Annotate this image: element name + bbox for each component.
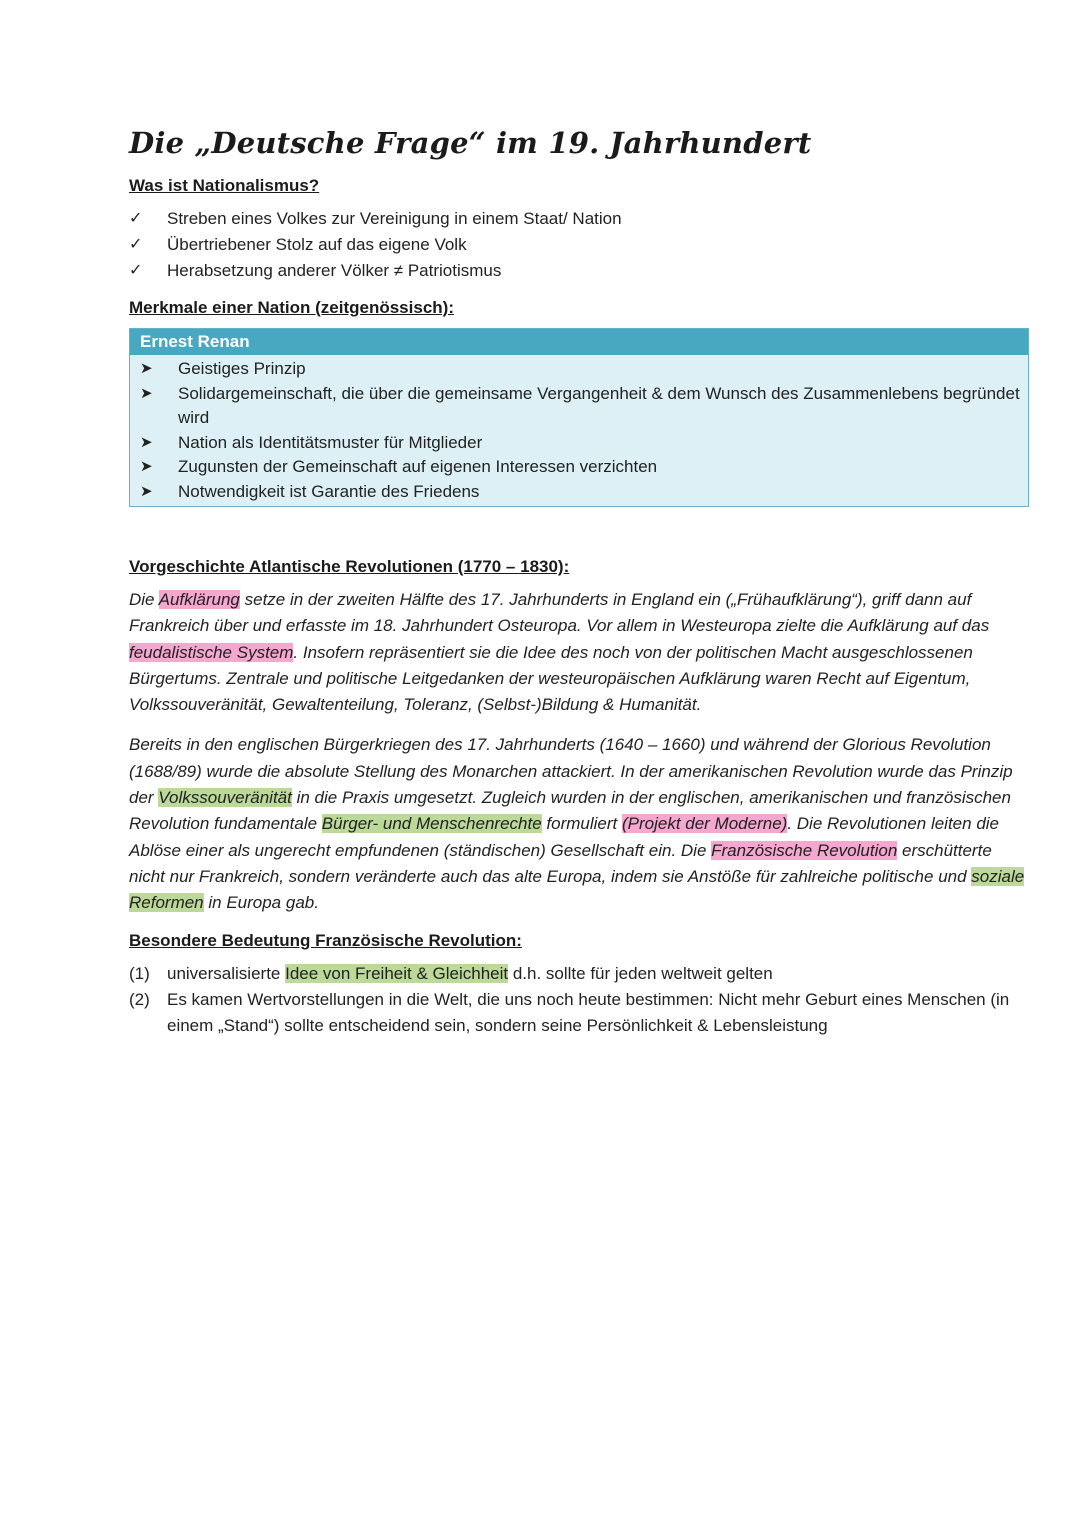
- french-revolution-heading: Besondere Bedeutung Französische Revolution:: [129, 930, 522, 950]
- list-item-text: Übertriebener Stolz auf das eigene Volk: [167, 235, 467, 254]
- list-item: [130, 431, 1028, 456]
- text-span: formuliert: [541, 814, 622, 834]
- highlight-projekt-moderne: (Projekt der Moderne): [621, 814, 788, 834]
- list-item: [129, 232, 1029, 258]
- list-item: [130, 455, 1028, 480]
- highlight-menschenrechte: Bürger- und Menschenrechte: [321, 814, 542, 834]
- highlight-franzoesische-revolution: Französische Revolution: [711, 840, 898, 860]
- list-item-text: Nation als Identitätsmuster für Mitglieder: [178, 432, 483, 452]
- list-number: (2): [129, 989, 150, 1009]
- text-span: in die Praxis umgesetzt. Zugleich wurden in der englischen, amerikanischen und französischen Revolution fundamentale: [129, 788, 1011, 834]
- text-span: erschütterte nicht nur Frankreich, sondern veränderte auch das alte Europa, indem sie Anstöße für zahlreiche politische und: [129, 840, 992, 886]
- list-item: [129, 258, 1029, 284]
- list-item: [129, 206, 1029, 232]
- list-item: [129, 961, 1029, 987]
- text-span: setze in der zweiten Hälfte des 17. Jahrhunderts in England ein („Frühaufklärung“), griff dann auf Frankreich über und erfasste im 18. Jahrhundert Osteuropa. Vor allem in Westeuropa zielte die Aufklärung auf das: [129, 590, 990, 636]
- text-span: universalisierte: [167, 963, 286, 983]
- arrow-bullet-icon: ➤: [140, 433, 153, 451]
- list-item: [129, 987, 1029, 1040]
- history-paragraph-2: [129, 732, 1029, 916]
- document-page: [129, 126, 1029, 1039]
- history-paragraph-1: [129, 587, 1029, 718]
- arrow-bullet-icon: ➤: [140, 482, 153, 500]
- list-item: [130, 480, 1028, 505]
- french-revolution-list: [129, 961, 1029, 1040]
- checkmark-icon: ✓: [129, 210, 143, 227]
- renan-box: [129, 328, 1029, 507]
- list-item-text: Es kamen Wertvorstellungen in die Welt, die uns noch heute bestimmen: Nicht mehr Geburt eines Menschen (in einem „Stand“) sollte entscheidend sein, sondern seine Persönlichkeit & Lebensleistung: [167, 989, 1010, 1036]
- list-item-text: Zugunsten der Gemeinschaft auf eigenen Interessen verzichten: [178, 457, 658, 476]
- list-item-text: [167, 961, 773, 987]
- nation-heading: Merkmale einer Nation (zeitgenössisch):: [129, 298, 454, 317]
- list-item: [130, 357, 1028, 382]
- list-item-text: Solidargemeinschaft, die über die gemeinsame Vergangenheit & dem Wunsch des Zusammenlebens begründet wird: [178, 383, 1020, 427]
- renan-list: [130, 355, 1028, 506]
- renan-box-title: Ernest Renan: [130, 329, 1028, 355]
- arrow-bullet-icon: ➤: [140, 458, 153, 475]
- text-span: in Europa gab.: [203, 893, 319, 913]
- arrow-bullet-icon: ➤: [140, 360, 153, 377]
- highlight-aufklaerung: Aufklärung: [158, 590, 240, 609]
- text-span: Bereits in den englischen Bürgerkriegen des 17. Jahrhunderts (1640 – 1660) und während der Glorious Revolution (1688/89) wurde die absolute Stellung des Monarchen attackiert. In der amerikanischen Revolution wurde das Prinzip der: [129, 735, 1013, 808]
- list-item-text: Streben eines Volkes zur Vereinigung in einem Staat/ Nation: [167, 209, 622, 228]
- nationalism-heading: Was ist Nationalismus?: [129, 176, 320, 195]
- list-number: (1): [129, 963, 150, 983]
- list-item-text: Herabsetzung anderer Völker ≠ Patriotismus: [167, 261, 502, 280]
- text-span: . Insofern repräsentiert sie die Idee des noch von der politischen Macht ausgeschlossenen Bürgertums. Zentrale und politische Leitgedanken der westeuropäischen Aufklärung waren Recht auf Eigentum, Volkssouveränität, Gewaltenteilung, Toleranz, (Selbst-)Bildung & Humanität.: [129, 642, 973, 715]
- arrow-bullet-icon: ➤: [140, 384, 153, 402]
- list-item-text: Notwendigkeit ist Garantie des Friedens: [178, 481, 480, 501]
- text-span: d.h. sollte für jeden weltweit gelten: [508, 963, 773, 983]
- nationalism-list: [129, 206, 1029, 284]
- text-span: Die: [129, 590, 159, 609]
- list-item: [130, 382, 1028, 431]
- page-title: Die „Deutsche Frage“ im 19. Jahrhundert: [129, 126, 812, 160]
- checkmark-icon: ✓: [129, 236, 143, 253]
- highlight-soziale-reformen: soziale Reformen: [129, 866, 1025, 913]
- text-span: . Die Revolutionen leiten die Ablöse einer als ungerecht empfundenen (ständischen) Gesellschaft ein. Die: [129, 814, 999, 860]
- highlight-freiheit-gleichheit: Idee von Freiheit & Gleichheit: [285, 963, 509, 983]
- highlight-feudal-system: feudalistische System: [129, 642, 294, 662]
- checkmark-icon: ✓: [129, 262, 143, 279]
- history-heading: Vorgeschichte Atlantische Revolutionen (1770 – 1830):: [129, 557, 570, 576]
- list-item-text: Geistiges Prinzip: [178, 359, 306, 378]
- highlight-volkssouveraenitaet: Volkssouveränität: [158, 788, 292, 808]
